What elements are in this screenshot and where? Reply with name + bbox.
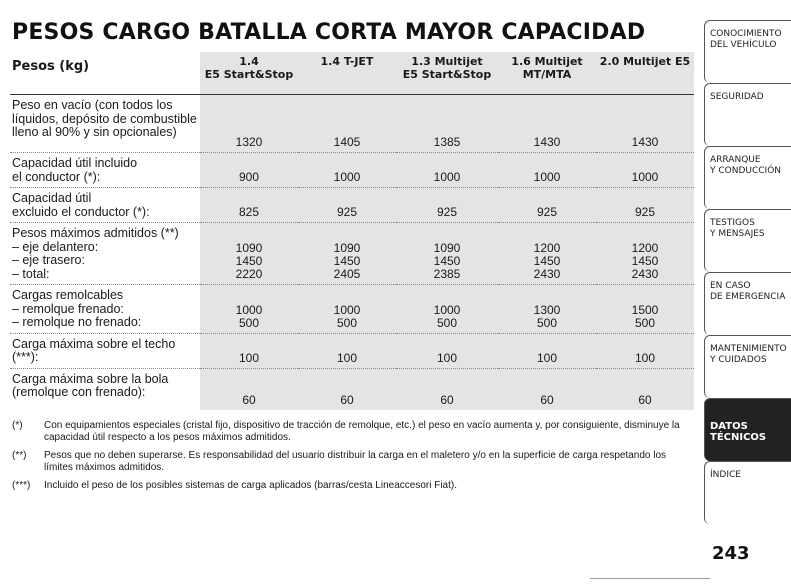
row-label: Capacidad útil incluido el conductor (*): [10, 153, 200, 188]
divider [590, 578, 710, 579]
table-cell: 1000 [498, 153, 596, 188]
table-row [10, 188, 694, 223]
chapter-sidebar [704, 20, 791, 524]
footnotes [12, 420, 692, 498]
table-cell: 1320 [200, 95, 298, 153]
table-cell: 1000 500 [298, 285, 396, 334]
sidebar-tab[interactable]: MANTENIMIENTO Y CUIDADOS [704, 335, 791, 398]
table-cell: 60 [596, 368, 694, 410]
footnote-marker: (*) [12, 420, 23, 431]
column-header: 1.3 Multijet E5 Start&Stop [396, 52, 498, 95]
table-cell: 1200 1450 2430 [498, 223, 596, 285]
table-cell: 60 [498, 368, 596, 410]
column-header: 2.0 Multijet E5 [596, 52, 694, 95]
table-cell: 825 [200, 188, 298, 223]
table-cell: 1000 [298, 153, 396, 188]
table-row [10, 223, 694, 285]
table-cell: 925 [396, 188, 498, 223]
table-cell: 1090 1450 2220 [200, 223, 298, 285]
footnote [12, 450, 692, 474]
sidebar-tab[interactable]: TESTIGOS Y MENSAJES [704, 209, 791, 272]
table-cell: 100 [596, 333, 694, 368]
footnote [12, 480, 692, 492]
sidebar-tab[interactable]: ARRANQUE Y CONDUCCIÓN [704, 146, 791, 209]
table-cell: 1430 [498, 95, 596, 153]
footnote-text: Incluido el peso de los posibles sistemas de carga aplicados (barras/cesta Lineaccesori Fiat). [44, 480, 457, 491]
table-cell: 100 [396, 333, 498, 368]
table-cell: 1090 1450 2385 [396, 223, 498, 285]
table-cell: 925 [498, 188, 596, 223]
table-cell: 100 [498, 333, 596, 368]
footnote-marker: (**) [12, 450, 27, 461]
table-cell: 1000 [596, 153, 694, 188]
table-header-row [10, 52, 694, 95]
sidebar-tab[interactable]: SEGURIDAD [704, 83, 791, 146]
table-row [10, 368, 694, 410]
table-cell: 900 [200, 153, 298, 188]
table-cell: 60 [200, 368, 298, 410]
table-cell: 1090 1450 2405 [298, 223, 396, 285]
table-cell: 1405 [298, 95, 396, 153]
table-cell: 925 [298, 188, 396, 223]
table-cell: 925 [596, 188, 694, 223]
table-row [10, 333, 694, 368]
sidebar-tab[interactable]: CONOCIMIENTO DEL VEHÍCULO [704, 20, 791, 83]
table-cell: 1500 500 [596, 285, 694, 334]
column-header: 1.6 Multijet MT/MTA [498, 52, 596, 95]
column-header: 1.4 T-JET [298, 52, 396, 95]
table-cell: 100 [200, 333, 298, 368]
row-label: Carga máxima sobre la bola (remolque con frenado): [10, 368, 200, 410]
footnote [12, 420, 692, 444]
footnote-text: Pesos que no deben superarse. Es responsabilidad del usuario distribuir la carga en el maletero y/o en la superficie de carga respetando los límites máximos admitidos. [44, 450, 667, 473]
sidebar-tab[interactable]: EN CASO DE EMERGENCIA [704, 272, 791, 335]
table-row [10, 153, 694, 188]
footnote-text: Con equipamientos especiales (cristal fijo, dispositivo de tracción de remolque, etc.) el peso en vacío aumenta y, por consiguiente, disminuye la capacidad útil respecto a los pesos máximos admitidos. [44, 420, 680, 443]
table-cell: 60 [298, 368, 396, 410]
page-title: PESOS CARGO BATALLA CORTA MAYOR CAPACIDAD [12, 20, 646, 45]
table-cell: 100 [298, 333, 396, 368]
table-cell: 1300 500 [498, 285, 596, 334]
sidebar-tab[interactable]: DATOS TÉCNICOS [704, 398, 791, 461]
table-cell: 1385 [396, 95, 498, 153]
table-row [10, 285, 694, 334]
page-number: 243 [712, 543, 750, 564]
footnote-marker: (***) [12, 480, 31, 491]
row-label: Pesos máximos admitidos (**) – eje delantero: – eje trasero: – total: [10, 223, 200, 285]
table-row [10, 95, 694, 153]
row-label: Capacidad útil excluido el conductor (*): [10, 188, 200, 223]
table-cell: 1430 [596, 95, 694, 153]
column-header: Pesos (kg) [10, 52, 200, 95]
table-cell: 1000 [396, 153, 498, 188]
row-label: Carga máxima sobre el techo (***): [10, 333, 200, 368]
table-cell: 1000 500 [200, 285, 298, 334]
table-cell: 60 [396, 368, 498, 410]
row-label: Cargas remolcables – remolque frenado: – remolque no frenado: [10, 285, 200, 334]
column-header: 1.4 E5 Start&Stop [200, 52, 298, 95]
table-cell: 1200 1450 2430 [596, 223, 694, 285]
row-label: Peso en vacío (con todos los líquidos, depósito de combustible lleno al 90% y sin opcionales) [10, 95, 200, 153]
sidebar-tab[interactable]: ÍNDICE [704, 461, 791, 524]
table-cell: 1000 500 [396, 285, 498, 334]
weights-table [10, 52, 694, 410]
